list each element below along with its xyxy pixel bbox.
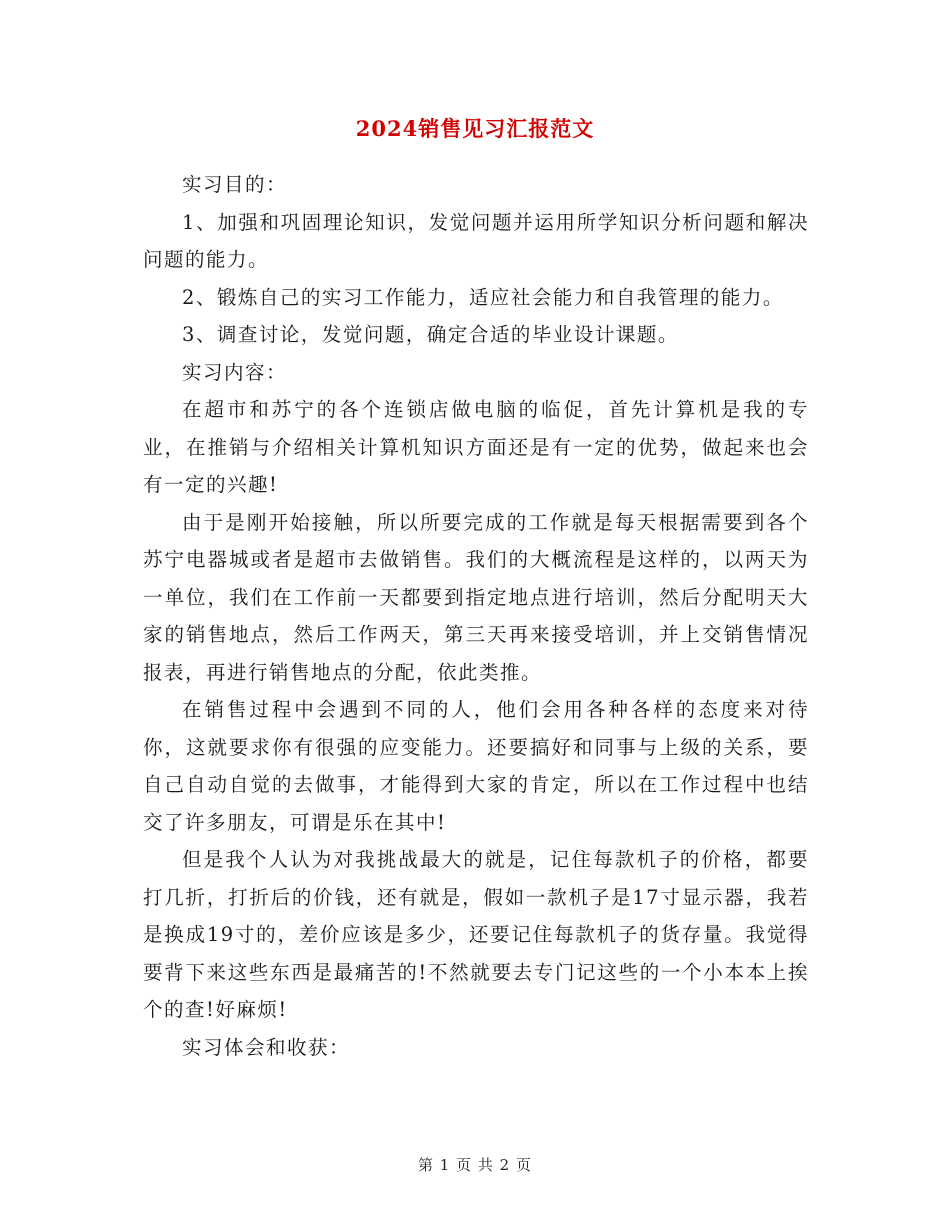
paragraph-8: 在销售过程中会遇到不同的人，他们会用各种各样的态度来对待你，这就要求你有很强的应变能力。还要搞好和同事与上级的关系，要自己自动自觉的去做事，才能得到大家的肯定，所以在工作过程中也结交了许多朋友，可谓是乐在其中!	[143, 698, 809, 834]
paragraph-5: 实习内容：	[182, 360, 288, 384]
paragraph-4: 3、调查讨论，发觉问题，确定合适的毕业设计课题。	[182, 323, 679, 346]
document-title: 2024销售见习汇报范文	[355, 116, 595, 141]
paragraph-9: 但是我个人认为对我挑战最大的就是，记住每款机子的价格，都要打几折，打折后的价钱，还有就是，假如一款机子是17寸显示器，我若是换成19寸的，差价应该是多少，还要记住每款机子的货存量。我觉得要背下来这些东西是最痛苦的!不然就要去专门记这些的一个小本本上挨个的查!好麻烦!	[143, 848, 809, 1021]
paragraph-10: 实习体会和收获：	[182, 1035, 351, 1059]
paragraph-2: 1、加强和巩固理论知识，发觉问题并运用所学知识分析问题和解决问题的能力。	[143, 210, 809, 271]
paragraph-7: 由于是刚开始接触，所以所要完成的工作就是每天根据需要到各个苏宁电器城或者是超市去做销售。我们的大概流程是这样的，以两天为一单位，我们在工作前一天都要到指定地点进行培训，然后分配明天大家的销售地点，然后工作两天，第三天再来接受培训，并上交销售情况报表，再进行销售地点的分配，依此类推。	[143, 510, 809, 684]
paragraph-3: 2、锻炼自己的实习工作能力，适应社会能力和自我管理的能力。	[182, 285, 784, 309]
paragraph-1: 实习目的：	[182, 173, 288, 196]
page-footer: 第 1 页 共 2 页	[418, 1156, 532, 1174]
document-body	[143, 166, 809, 1066]
paragraph-6: 在超市和苏宁的各个连锁店做电脑的临促，首先计算机是我的专业，在推销与介绍相关计算机知识方面还是有一定的优势，做起来也会有一定的兴趣!	[143, 398, 809, 496]
